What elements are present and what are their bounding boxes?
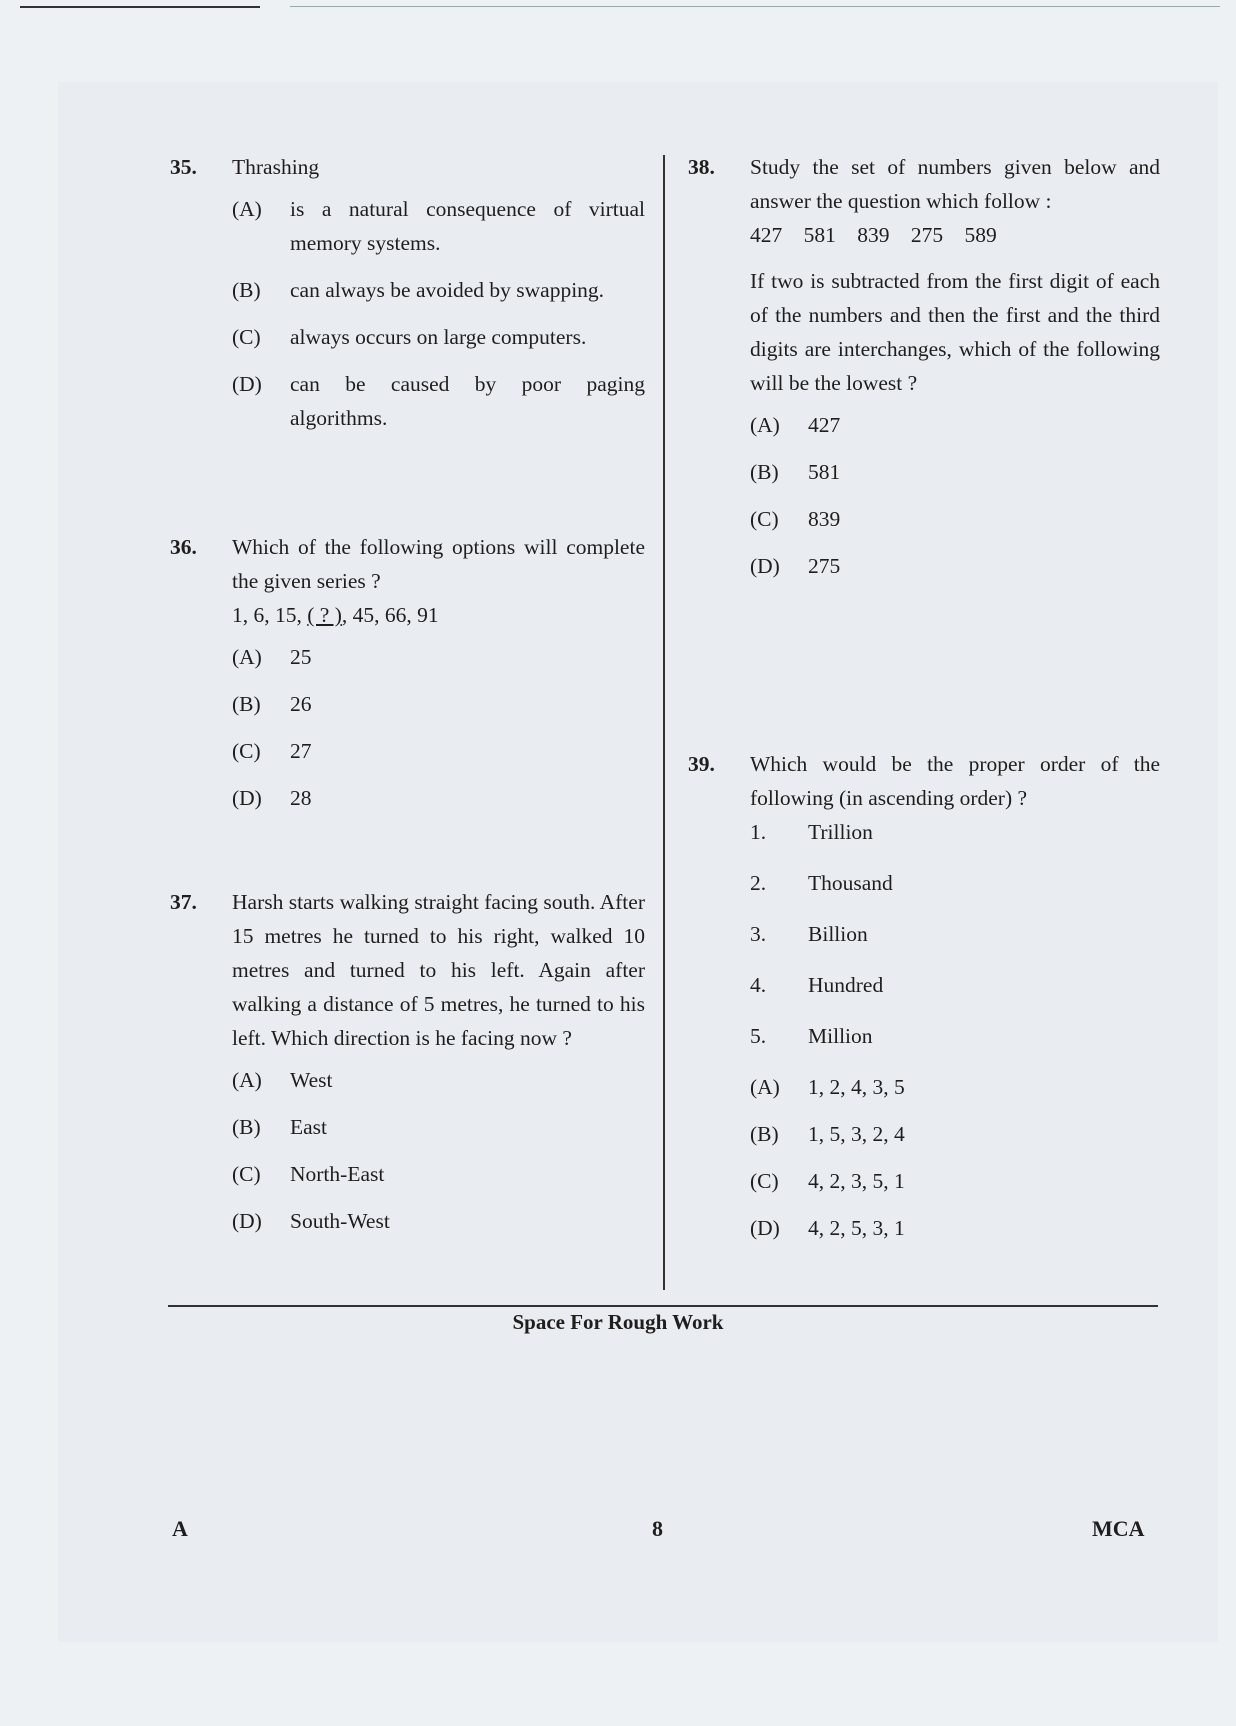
option-label: (A) [750, 413, 780, 437]
option-text: 4, 2, 5, 3, 1 [808, 1216, 905, 1240]
option-label: (B) [750, 1122, 779, 1146]
option-b[interactable] [750, 1117, 1160, 1151]
number: 589 [964, 223, 997, 247]
option-c[interactable] [750, 502, 1160, 536]
item-number: 4. [750, 973, 767, 997]
question-number: 36. [170, 535, 197, 559]
option-text: is a natural consequence of virtual memory systems. [290, 197, 645, 255]
option-text: South-West [290, 1209, 390, 1233]
item-number: 1. [750, 820, 767, 844]
column-divider [663, 155, 665, 1290]
option-text: can be caused by poor paging algorithms. [290, 372, 645, 430]
option-b[interactable] [232, 687, 645, 721]
item-number: 3. [750, 922, 767, 946]
option-d[interactable] [750, 549, 1160, 583]
series-blank: ( ? ) [307, 603, 342, 627]
option-text: 581 [808, 460, 841, 484]
rough-work-heading: Space For Rough Work [512, 1310, 724, 1334]
option-label: (D) [750, 1216, 780, 1240]
option-d[interactable] [232, 367, 645, 435]
option-label: (D) [232, 786, 262, 810]
question-text: Which would be the proper order of the following (in ascending order) ? [750, 752, 1160, 810]
series-start: 1, 6, 15, [232, 603, 308, 627]
option-label: (C) [750, 1169, 779, 1193]
option-b[interactable] [750, 455, 1160, 489]
option-label: (C) [232, 739, 261, 763]
bottom-rule [168, 1305, 1158, 1307]
list-item [750, 1019, 1160, 1053]
list-item [750, 815, 1160, 849]
question-number: 37. [170, 890, 197, 914]
option-text: 27 [290, 739, 312, 763]
option-text: West [290, 1068, 333, 1092]
list-item [750, 866, 1160, 900]
item-number: 5. [750, 1024, 767, 1048]
option-label: (A) [232, 1068, 262, 1092]
option-label: (D) [232, 372, 262, 396]
option-b[interactable] [232, 1110, 645, 1144]
question-number: 38. [688, 155, 715, 179]
series [232, 598, 645, 632]
option-text: 275 [808, 554, 841, 578]
question-number: 35. [170, 155, 197, 179]
item-text: Trillion [808, 820, 873, 844]
top-rule-faint [290, 6, 1220, 7]
question-38 [688, 150, 1160, 596]
option-c[interactable] [232, 320, 645, 354]
option-d[interactable] [232, 781, 645, 815]
option-label: (C) [232, 325, 261, 349]
option-d[interactable] [750, 1211, 1160, 1245]
item-list [750, 815, 1160, 1053]
option-label: (A) [232, 645, 262, 669]
option-a[interactable] [232, 192, 645, 260]
top-rule [20, 6, 260, 8]
number: 275 [910, 223, 944, 247]
number: 581 [803, 223, 836, 247]
option-d[interactable] [232, 1204, 645, 1238]
number: 839 [857, 223, 890, 247]
list-item [750, 917, 1160, 951]
booklet-series: A [172, 1516, 188, 1541]
exam-code: MCA [1092, 1516, 1145, 1541]
question-36 [170, 530, 645, 828]
question-instruction: If two is subtracted from the first digit of each of the numbers and then the first and the third digits are interchanges, which of the following will be the lowest ? [750, 269, 1160, 395]
question-39 [688, 747, 1160, 1258]
option-text: 1, 5, 3, 2, 4 [808, 1122, 905, 1146]
item-text: Billion [808, 922, 868, 946]
option-text: North-East [290, 1162, 385, 1186]
item-text: Million [808, 1024, 873, 1048]
option-text: 1, 2, 4, 3, 5 [808, 1075, 905, 1099]
options [750, 408, 1160, 583]
option-text: can always be avoided by swapping. [290, 278, 605, 302]
option-c[interactable] [232, 1157, 645, 1191]
option-label: (D) [750, 554, 780, 578]
option-label: (B) [232, 278, 261, 302]
option-label: (A) [232, 197, 262, 221]
item-text: Hundred [808, 973, 884, 997]
question-35 [170, 150, 645, 448]
option-label: (D) [232, 1209, 262, 1233]
question-text: Which of the following options will complete the given series ? [232, 535, 645, 593]
option-a[interactable] [750, 408, 1160, 442]
question-text: Study the set of numbers given below and answer the question which follow : [750, 155, 1160, 213]
options [750, 1070, 1160, 1245]
option-label: (B) [232, 692, 261, 716]
option-text: always occurs on large computers. [290, 325, 587, 349]
option-c[interactable] [750, 1164, 1160, 1198]
question-text: Harsh starts walking straight facing south. After 15 metres he turned to his right, walked 10 metres and turned to his left. Again after walking a distance of 5 metres, he turned to his left. Which direction is he facing now ? [232, 890, 645, 1050]
option-text: East [290, 1115, 328, 1139]
options [232, 192, 645, 435]
option-c[interactable] [232, 734, 645, 768]
option-text: 839 [808, 507, 841, 531]
option-text: 25 [290, 645, 312, 669]
option-label: (B) [750, 460, 779, 484]
option-text: 26 [290, 692, 312, 716]
question-text: Thrashing [232, 155, 320, 179]
option-text: 28 [290, 786, 312, 810]
page-number: 8 [652, 1516, 663, 1541]
list-item [750, 968, 1160, 1002]
number-set [750, 218, 1160, 252]
options [232, 1063, 645, 1238]
number: 427 [750, 223, 783, 247]
option-label: (C) [232, 1162, 261, 1186]
series-end: , 45, 66, 91 [341, 603, 439, 627]
item-text: Thousand [808, 871, 893, 895]
option-a[interactable] [232, 1063, 645, 1097]
question-37 [170, 885, 645, 1251]
options [232, 640, 645, 815]
item-number: 2. [750, 871, 767, 895]
option-a[interactable] [232, 640, 645, 674]
option-a[interactable] [750, 1070, 1160, 1104]
option-label: (C) [750, 507, 779, 531]
question-number: 39. [688, 752, 715, 776]
option-text: 427 [808, 413, 841, 437]
option-label: (B) [232, 1115, 261, 1139]
option-text: 4, 2, 3, 5, 1 [808, 1169, 905, 1193]
option-b[interactable] [232, 273, 645, 307]
option-label: (A) [750, 1075, 780, 1099]
